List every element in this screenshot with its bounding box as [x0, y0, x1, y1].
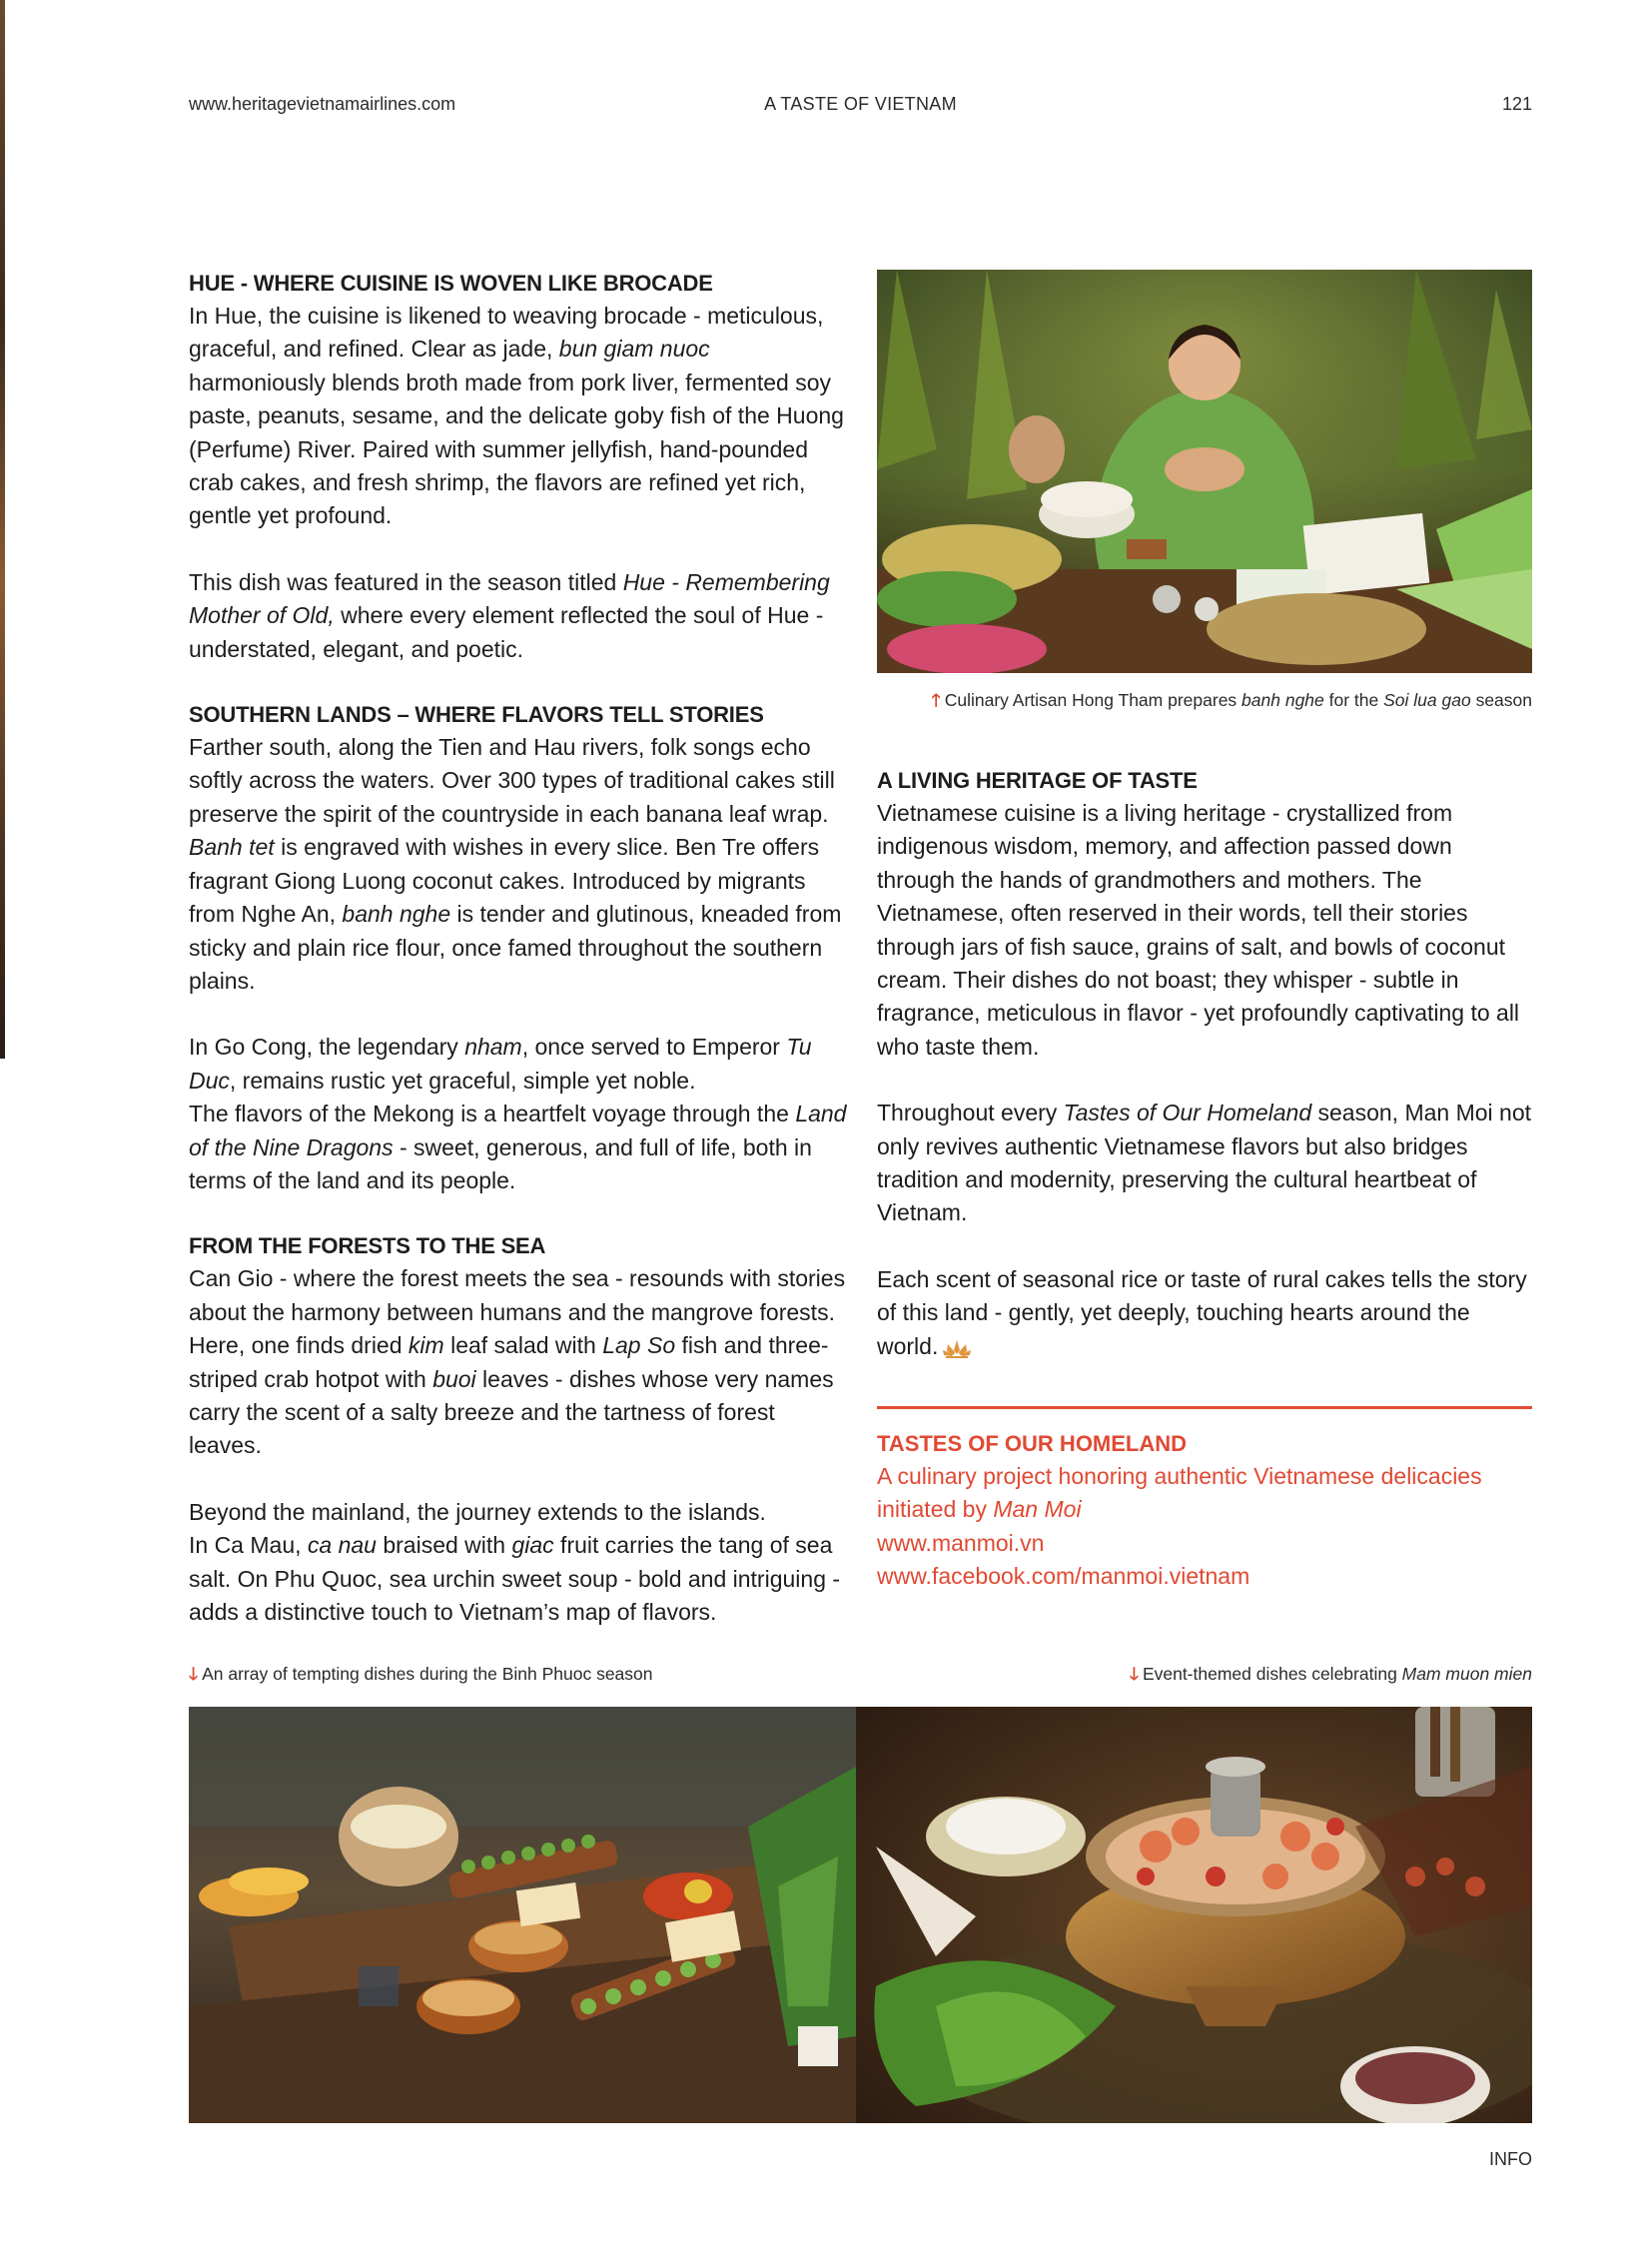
photo-mam-muon-mien-dishes: [856, 1707, 1532, 2123]
arrow-down-icon: 🡓: [1129, 1664, 1139, 1684]
heritage-paragraph-2: Throughout every Tastes of Our Homeland season, Man Moi not only revives authentic Vietnamese flavors but also bridges tradition and modernity, preserving the cultural heartbeat of Vietnam.: [877, 1100, 1532, 1226]
caption-top-photo: 🡑 Culinary Artisan Hong Tham prepares banh nghe for the Soi lua gao season: [931, 690, 1532, 710]
southern-paragraph-2: In Go Cong, the legendary nham, once served to Emperor Tu Duc, remains rustic yet graceful, simple yet noble.: [189, 1034, 812, 1094]
photo-artisan-preparing-banh-nghe: [877, 270, 1532, 673]
southern-paragraph-1: Farther south, along the Tien and Hau rivers, folk songs echo softly across the waters. Over 300 types of traditional cakes still preserve the spirit of the countryside in each banana leaf wrap. Banh tet is engraved with wishes in every slice. Ben Tre offers fragrant Giong Luong coconut cakes. Introduced by migrants from Nghe An, banh nghe is tender and glutinous, kneaded from sticky and plain rice flour, once famed throughout the southern plains.: [189, 734, 842, 994]
caption-bottom-right-photo: 🡓 Event-themed dishes celebrating Mam muon mien: [1129, 1664, 1532, 1684]
forests-paragraph-3: In Ca Mau, ca nau braised with giac fruit carries the tang of sea salt. On Phu Quoc, sea urchin sweet soup - bold and intriguing - adds a distinctive touch to Vietnam’s map of flavors.: [189, 1532, 841, 1625]
info-box-description: A culinary project honoring authentic Vietnamese delicacies initiated by Man Moi: [877, 1463, 1482, 1523]
link-manmoi-website[interactable]: www.manmoi.vn: [877, 1529, 1045, 1556]
header-url[interactable]: www.heritagevietnamairlines.com: [189, 94, 456, 114]
hue-heading: HUE - WHERE CUISINE IS WOVEN LIKE BROCADE: [189, 271, 713, 296]
info-box-heading: TASTES OF OUR HOMELAND: [877, 1431, 1188, 1456]
page-edge-strip: [0, 0, 5, 1059]
southern-paragraph-3: The flavors of the Mekong is a heartfelt voyage through the Land of the Nine Dragons - sweet, generous, and full of life, both in terms of the land and its people.: [189, 1101, 847, 1193]
left-column: [189, 268, 848, 1629]
southern-lands-heading: SOUTHERN LANDS – WHERE FLAVORS TELL STORIES: [189, 702, 764, 728]
page-header: [189, 94, 1532, 122]
header-section-title: A TASTE OF VIETNAM: [764, 94, 957, 114]
hue-paragraph-2: This dish was featured in the season titled Hue - Remembering Mother of Old, where every element reflected the soul of Hue - understated, elegant, and poetic.: [189, 568, 830, 662]
hue-paragraph-1: In Hue, the cuisine is likened to weaving brocade - meticulous, graceful, and refined. Clear as jade, bun giam nuoc harmoniously blends broth made from pork liver, fermented soy paste, peanuts, sesame, and the delicate goby fish of the Huong (Perfume) River. Paired with summer jellyfish, hand-pounded crab cakes, and fresh shrimp, the flavors are refined yet rich, gentle yet profound.: [189, 303, 844, 529]
forests-sea-heading: FROM THE FORESTS TO THE SEA: [189, 1233, 546, 1259]
forests-paragraph-2: Beyond the mainland, the journey extends to the islands.: [189, 1498, 766, 1525]
header-page-number: 121: [1501, 94, 1532, 114]
forests-paragraph-1: Can Gio - where the forest meets the sea - resounds with stories about the harmony between humans and the mangrove forests. Here, one finds dried kim leaf salad with Lap So fish and three-striped crab hotpot with buoi leaves - dishes whose very names carry the scent of a salty breeze and the tartness of forest leaves.: [189, 1265, 846, 1459]
arrow-up-icon: 🡑: [931, 690, 941, 710]
arrow-down-icon: 🡓: [189, 1664, 199, 1684]
caption-bottom-left-photo: 🡓 An array of tempting dishes during the Binh Phuoc season: [189, 1664, 653, 1684]
info-box-divider: [877, 1406, 1532, 1409]
heritage-paragraph-1: Vietnamese cuisine is a living heritage - crystallized from indigenous wisdom, memory, and affection passed down through the hands of grandmothers and mothers. The Vietnamese, often reserved in their words, tell their stories through jars of fish sauce, grains of salt, and bowls of coconut cream. Their dishes do not boast; they whisper - subtle in fragrance, meticulous in flavor - yet profoundly captivating to all who taste them.: [877, 800, 1520, 1060]
living-heritage-heading: A LIVING HERITAGE OF TASTE: [877, 768, 1198, 793]
right-column: [877, 765, 1532, 1367]
footer-section-label: INFO: [1489, 2149, 1532, 2169]
tastes-of-homeland-box: [877, 1428, 1532, 1594]
lotus-icon: [942, 1334, 972, 1367]
link-manmoi-facebook[interactable]: www.facebook.com/manmoi.vietnam: [877, 1563, 1250, 1590]
photo-binh-phuoc-dishes: [189, 1707, 856, 2123]
heritage-paragraph-3: Each scent of seasonal rice or taste of rural cakes tells the story of this land - gently, yet deeply, touching hearts around the world.: [877, 1263, 1532, 1367]
